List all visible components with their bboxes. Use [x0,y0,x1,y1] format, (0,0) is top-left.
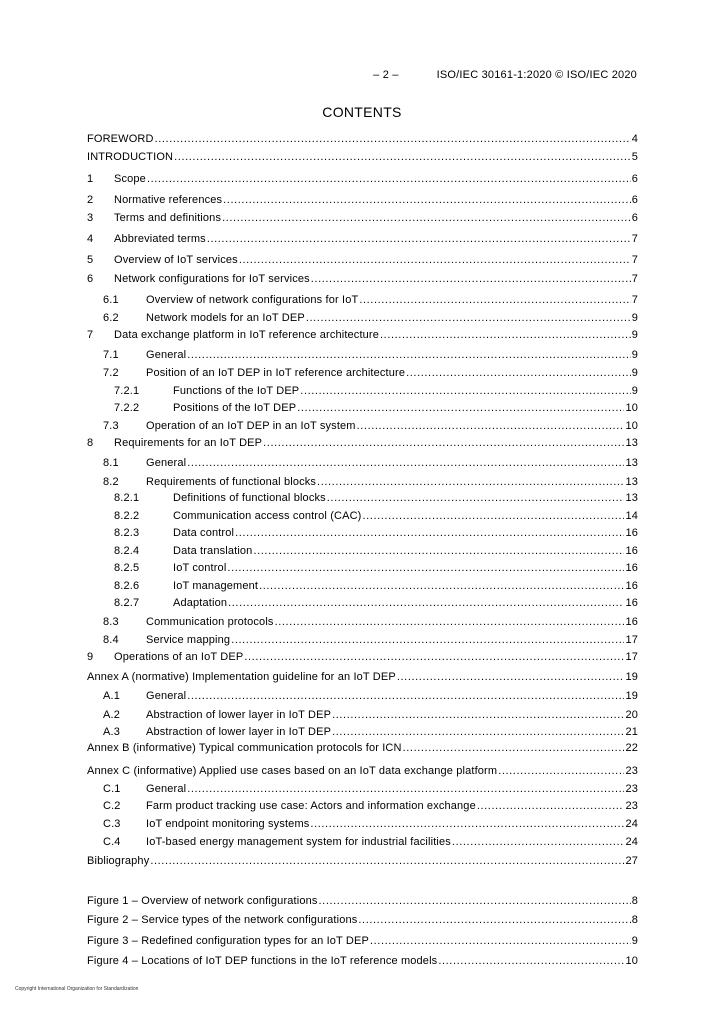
dot-leader [150,855,624,867]
toc-entry-number: 6.2 [103,312,119,324]
toc-entry[interactable] [87,233,638,248]
toc-entry-title: Network models for an IoT DEP [146,312,305,324]
toc-entry-page: 13 [625,457,638,469]
toc-entry-number: 8.2.5 [114,562,140,574]
toc-entry-number: 8.2.2 [114,510,140,522]
toc-entry-page: 9 [631,312,638,324]
toc-entry-page: 7 [631,273,638,285]
toc-entry-number: C.1 [103,783,121,795]
toc-entry[interactable] [87,580,638,595]
toc-entry-title: Abstraction of lower layer in IoT DEP [146,726,332,738]
toc-entry[interactable] [87,194,638,209]
dot-leader [187,457,624,469]
toc-entry-title: INTRODUCTION [87,151,174,163]
dot-leader [380,329,631,341]
toc-entry-title: Farm product tracking use case: Actors and information exchange [146,800,476,812]
toc-entry[interactable] [87,818,638,833]
dot-leader [223,194,631,206]
figure-list-entry[interactable] [87,935,638,950]
dot-leader [297,402,624,414]
dot-leader [155,133,631,145]
toc-entry-number: A.3 [103,726,120,738]
toc-entry[interactable] [87,742,638,757]
toc-entry[interactable] [87,510,638,525]
toc-entry[interactable] [87,527,638,542]
dot-leader [239,254,631,266]
toc-entry-page: 16 [625,597,638,609]
toc-entry-number: 1 [87,173,94,185]
toc-entry-page: 17 [625,651,638,663]
toc-entry-title: IoT management [173,580,259,592]
toc-entry-page: 7 [631,254,638,266]
toc-entry-title: Requirements for an IoT DEP [114,437,263,449]
toc-entry-page: 6 [631,194,638,206]
toc-entry[interactable] [87,690,638,705]
toc-entry[interactable] [87,726,638,741]
figure-title: Figure 2 – Service types of the network configurations [87,914,358,926]
toc-entry-title: Network configurations for IoT services [114,273,310,285]
toc-entry-number: 8.2.4 [114,545,140,557]
toc-entry[interactable] [87,783,638,798]
toc-entry-title: Service mapping [146,634,231,646]
dot-leader [319,895,631,907]
page-number: – 2 – [373,69,399,81]
toc-entry-page: 27 [625,855,638,867]
toc-entry[interactable] [87,634,638,649]
toc-entry-number: C.3 [103,818,121,830]
toc-entry-page: 9 [631,329,638,341]
toc-entry[interactable] [87,855,638,870]
toc-entry-page: 14 [625,510,638,522]
toc-entry[interactable] [87,367,638,382]
toc-entry-title: General [146,783,187,795]
toc-entry-title: Data exchange platform in IoT reference architecture [114,329,380,341]
dot-leader [174,151,631,163]
toc-entry-number: C.2 [103,800,121,812]
toc-entry-page: 13 [625,492,638,504]
toc-entry-page: 20 [625,709,638,721]
figure-page: 8 [631,914,638,926]
toc-entry-number: A.1 [103,690,120,702]
toc-entry-number: 8.1 [103,457,119,469]
toc-entry[interactable] [87,457,638,472]
toc-entry-page: 19 [625,671,638,683]
dot-leader [498,765,624,777]
toc-entry-page: 7 [631,233,638,245]
toc-entry[interactable] [87,671,638,686]
toc-entry-page: 23 [625,800,638,812]
dot-leader [235,527,624,539]
dot-leader [332,726,624,738]
toc-entry-number: 2 [87,194,94,206]
dot-leader [222,212,631,224]
dot-leader [452,836,625,848]
toc-entry-page: 24 [625,818,638,830]
page-header [0,69,637,81]
toc-entry[interactable] [87,562,638,577]
dot-leader [231,634,624,646]
toc-entry[interactable] [87,312,638,327]
toc-entry-title: General [146,457,187,469]
toc-entry-number: 8.2 [103,476,119,488]
toc-entry[interactable] [87,437,638,452]
toc-entry[interactable] [87,545,638,560]
dot-leader [244,651,624,663]
toc-entry-number: 7.2.1 [114,385,140,397]
toc-entry-page: 21 [625,726,638,738]
dot-leader [317,476,624,488]
dot-leader [253,545,624,557]
dot-leader [275,616,625,628]
dot-leader [187,690,624,702]
toc-entry-number: 8.2.7 [114,597,140,609]
toc-entry-title: Adaptation [173,597,228,609]
dot-leader [327,492,625,504]
toc-entry-number: A.2 [103,709,120,721]
dot-leader [306,312,631,324]
dot-leader [263,437,624,449]
toc-entry-number: 7.2.2 [114,402,140,414]
dot-leader [207,233,631,245]
toc-entry-number: 7.2 [103,367,119,379]
toc-entry-title: Data control [173,527,235,539]
toc-entry-number: C.4 [103,836,121,848]
dot-leader [147,173,631,185]
toc-entry-number: 3 [87,212,94,224]
toc-entry-title: FOREWORD [87,133,154,145]
toc-entry[interactable] [87,385,638,400]
toc-entry-page: 16 [625,562,638,574]
toc-entry-title: Position of an IoT DEP in IoT reference architecture [146,367,406,379]
toc-entry-page: 9 [631,349,638,361]
dot-leader [406,367,631,379]
toc-entry[interactable] [87,329,638,344]
toc-entry-number: 6.1 [103,294,119,306]
toc-entry-page: 7 [631,294,638,306]
toc-entry-title: Communication protocols [146,616,274,628]
figure-page: 8 [631,895,638,907]
toc-entry-page: 23 [625,783,638,795]
toc-entry-title: IoT-based energy management system for industrial facilities [146,836,451,848]
toc-entry-page: 16 [625,616,638,628]
toc-entry-number: 8.4 [103,634,119,646]
toc-entry-title: Data translation [173,545,253,557]
toc-entry-title: Annex B (informative) Typical communication protocols for ICN [87,742,402,754]
toc-entry[interactable] [87,836,638,851]
toc-entry-page: 10 [625,402,638,414]
figure-title: Figure 4 – Locations of IoT DEP functions in the IoT reference models [87,955,438,967]
toc-entry-number: 8.3 [103,616,119,628]
toc-entry-title: Abbreviated terms [114,233,206,245]
toc-entry-number: 8 [87,437,94,449]
toc-entry-title: Definitions of functional blocks [173,492,326,504]
toc-entry[interactable] [87,212,638,227]
toc-entry[interactable] [87,709,638,724]
toc-entry-page: 13 [625,437,638,449]
toc-entry-page: 16 [625,580,638,592]
toc-entry[interactable] [87,651,638,666]
dot-leader [300,385,630,397]
document-id: ISO/IEC 30161-1:2020 © ISO/IEC 2020 [436,69,637,81]
toc-entry-number: 7.1 [103,349,119,361]
toc-entry-page: 16 [625,527,638,539]
toc-entry-title: IoT endpoint monitoring systems [146,818,310,830]
toc-entry-title: IoT control [173,562,227,574]
toc-entry-title: Bibliography [87,855,150,867]
toc-entry-number: 8.2.6 [114,580,140,592]
toc-entry-number: 7 [87,329,94,341]
copyright-notice: Copyright International Organization for Standardization [15,986,139,992]
toc-entry-number: 8.2.1 [114,492,140,504]
toc-entry-title: Abstraction of lower layer in IoT DEP [146,709,332,721]
toc-entry-page: 5 [631,151,638,163]
toc-entry[interactable] [87,273,638,288]
toc-entry[interactable] [87,402,638,417]
toc-entry-number: 6 [87,273,94,285]
toc-entry[interactable] [87,294,638,309]
toc-entry[interactable] [87,800,638,815]
dot-leader [310,818,624,830]
dot-leader [227,562,624,574]
toc-entry[interactable] [87,349,638,364]
toc-entry-title: Functions of the IoT DEP [173,385,300,397]
dot-leader [358,914,630,926]
toc-entry[interactable] [87,254,638,269]
toc-entry-page: 9 [631,385,638,397]
figure-list-entry[interactable] [87,914,638,929]
toc-entry-page: 10 [625,420,638,432]
toc-entry[interactable] [87,476,638,491]
dot-leader [311,273,631,285]
page-title: CONTENTS [322,104,402,120]
figure-title: Figure 3 – Redefined configuration types for an IoT DEP [87,935,369,947]
figure-list-entry[interactable] [87,955,638,970]
toc-entry-title: Operations of an IoT DEP [114,651,244,663]
toc-entry-page: 13 [625,476,638,488]
toc-entry-number: 7.3 [103,420,119,432]
toc-entry[interactable] [87,597,638,612]
dot-leader [187,349,631,361]
dot-leader [438,955,624,967]
toc-entry-title: Positions of the IoT DEP [173,402,297,414]
toc-entry-page: 9 [631,367,638,379]
toc-entry-title: General [146,349,187,361]
toc-entry-page: 6 [631,173,638,185]
figure-page: 10 [625,955,638,967]
toc-entry-number: 5 [87,254,94,266]
toc-entry-page: 24 [625,836,638,848]
dot-leader [477,800,625,812]
figure-list-entry[interactable] [87,895,638,910]
toc-entry-page: 6 [631,212,638,224]
dot-leader [370,935,631,947]
toc-entry[interactable] [87,133,638,148]
toc-entry-page: 23 [625,765,638,777]
dot-leader [403,742,625,754]
toc-entry[interactable] [87,151,638,166]
toc-entry-page: 22 [625,742,638,754]
toc-entry-title: Communication access control (CAC) [173,510,362,522]
toc-entry-number: 9 [87,651,94,663]
dot-leader [187,783,624,795]
figure-title: Figure 1 – Overview of network configurations [87,895,318,907]
toc-entry-title: Operation of an IoT DEP in an IoT system [146,420,356,432]
dot-leader [357,420,625,432]
toc-entry-title: Annex A (normative) Implementation guideline for an IoT DEP [87,671,396,683]
dot-leader [359,294,630,306]
toc-entry-page: 4 [631,133,638,145]
toc-entry-page: 16 [625,545,638,557]
dot-leader [397,671,625,683]
toc-entry-title: General [146,690,187,702]
toc-entry-page: 19 [625,690,638,702]
toc-entry-title: Overview of IoT services [114,254,238,266]
toc-entry-title: Overview of network configurations for IoT [146,294,359,306]
toc-entry-title: Terms and definitions [114,212,222,224]
dot-leader [228,597,624,609]
toc-entry[interactable] [87,492,638,507]
figure-page: 9 [631,935,638,947]
dot-leader [363,510,625,522]
toc-entry[interactable] [87,616,638,631]
toc-entry-number: 4 [87,233,94,245]
toc-entry-title: Annex C (informative) Applied use cases based on an IoT data exchange platform [87,765,498,777]
toc-entry-title: Requirements of functional blocks [146,476,317,488]
dot-leader [259,580,624,592]
toc-entry[interactable] [87,765,638,780]
dot-leader [332,709,624,721]
toc-entry-title: Scope [114,173,146,185]
toc-entry[interactable] [87,173,638,188]
toc-entry[interactable] [87,420,638,435]
toc-entry-page: 17 [625,634,638,646]
toc-entry-title: Normative references [114,194,223,206]
toc-entry-number: 8.2.3 [114,527,140,539]
